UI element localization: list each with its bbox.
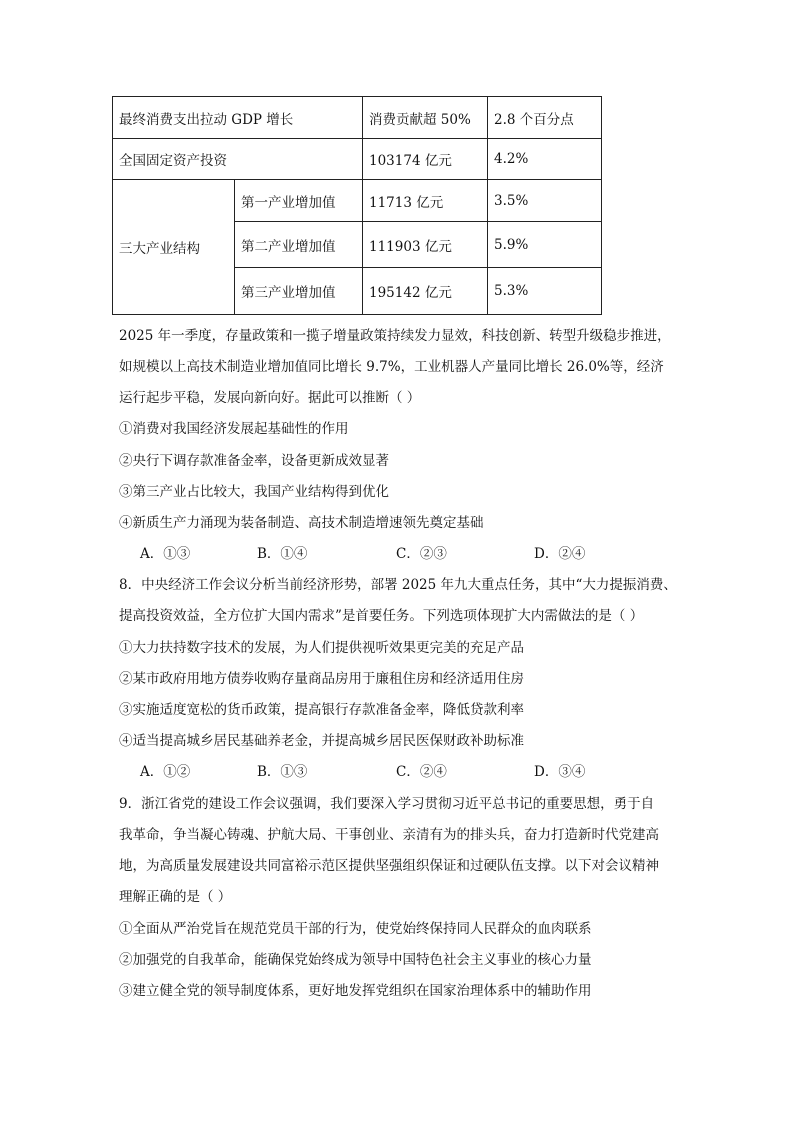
q7-statement: ④新质生产力涌现为装备制造、高技术制造增速领先奠定基础 [119, 515, 484, 531]
table-cell-value: 195142 亿元 [363, 268, 488, 315]
q7-statement: ③第三产业占比较大，我国产业结构得到优化 [119, 484, 389, 500]
table-cell-rate: 5.9% [488, 222, 602, 268]
table-cell-value: 103174 亿元 [363, 139, 488, 180]
option-c: C．②④ [396, 764, 447, 780]
table-cell-rate: 3.5% [488, 180, 602, 222]
q8-stem-line: 8．中央经济工作会议分析当前经济形势，部署 2025 年九大重点任务，其中“大力提振消费、 [119, 577, 677, 593]
option-d: D．③④ [534, 764, 586, 780]
option-c: C．②③ [396, 546, 447, 562]
table-cell-rate: 5.3% [488, 268, 602, 315]
q7-stem-line: 运行起步平稳，发展向新向好。据此可以推断（ ） [119, 390, 421, 406]
q7-statement: ②央行下调存款准备金率，设备更新成效显著 [119, 453, 389, 469]
table-cell-group: 三大产业结构 [113, 180, 235, 315]
q9-stem-line: 理解正确的是（ ） [119, 889, 232, 905]
table-cell-rate: 2.8 个百分点 [488, 97, 602, 139]
q7-answer-options [140, 545, 700, 563]
table-row [113, 139, 602, 180]
q8-statement: ③实施适度宽松的货币政策，提高银行存款准备金率，降低贷款利率 [119, 702, 524, 718]
table-row [113, 180, 602, 222]
q9-stem-line: 地，为高质量发展建设共同富裕示范区提供坚强组织保证和过硬队伍支撑。以下对会议精神 [119, 858, 659, 874]
economic-data-table [112, 96, 602, 315]
option-b: B．①③ [257, 764, 308, 780]
table-cell-label: 最终消费支出拉动 GDP 增长 [113, 97, 363, 139]
q8-statement: ①大力扶持数字技术的发展，为人们提供视听效果更完美的充足产品 [119, 640, 524, 656]
table-cell-label: 全国固定资产投资 [113, 139, 363, 180]
table-cell-rate: 4.2% [488, 139, 602, 180]
table-cell-label: 第二产业增加值 [235, 222, 363, 268]
q7-stem-line: 2025 年一季度，存量政策和一揽子增量政策持续发力显效，科技创新、转型升级稳步推进， [119, 328, 671, 344]
q8-stem-line: 提高投资效益，全方位扩大国内需求”是首要任务。下列选项体现扩大内需做法的是（ ） [119, 608, 644, 624]
option-a: A．①② [140, 764, 191, 780]
q9-statement: ②加强党的自我革命，能确保党始终成为领导中国特色社会主义事业的核心力量 [119, 952, 592, 968]
q9-statement: ③建立健全党的领导制度体系，更好地发挥党组织在国家治理体系中的辅助作用 [119, 983, 592, 999]
table-cell-label: 第一产业增加值 [235, 180, 363, 222]
q8-statement: ②某市政府用地方债券收购存量商品房用于廉租住房和经济适用住房 [119, 671, 524, 687]
table-cell-value: 111903 亿元 [363, 222, 488, 268]
q7-statement: ①消费对我国经济发展起基础性的作用 [119, 421, 349, 437]
table-cell-value: 11713 亿元 [363, 180, 488, 222]
option-b: B．①④ [257, 546, 308, 562]
option-d: D．②④ [534, 546, 586, 562]
q8-statement: ④适当提高城乡居民基础养老金，并提高城乡居民医保财政补助标准 [119, 733, 524, 749]
table-cell-value: 消费贡献超 50% [363, 97, 488, 139]
table-cell-label: 第三产业增加值 [235, 268, 363, 315]
q9-stem-line: 我革命，争当凝心铸魂、护航大局、干事创业、亲清有为的排头兵，奋力打造新时代党建高 [119, 827, 659, 843]
q9-statement: ①全面从严治党旨在规范党员干部的行为，使党始终保持同人民群众的血肉联系 [119, 921, 592, 937]
option-a: A．①③ [140, 546, 191, 562]
q9-stem-line: 9．浙江省党的建设工作会议强调，我们要深入学习贯彻习近平总书记的重要思想，勇于自 [119, 796, 655, 812]
table-row [113, 97, 602, 139]
q8-answer-options [140, 763, 700, 781]
q7-stem-line: 如规模以上高技术制造业增加值同比增长 9.7%，工业机器人产量同比增长 26.0%等，经济 [119, 359, 664, 375]
